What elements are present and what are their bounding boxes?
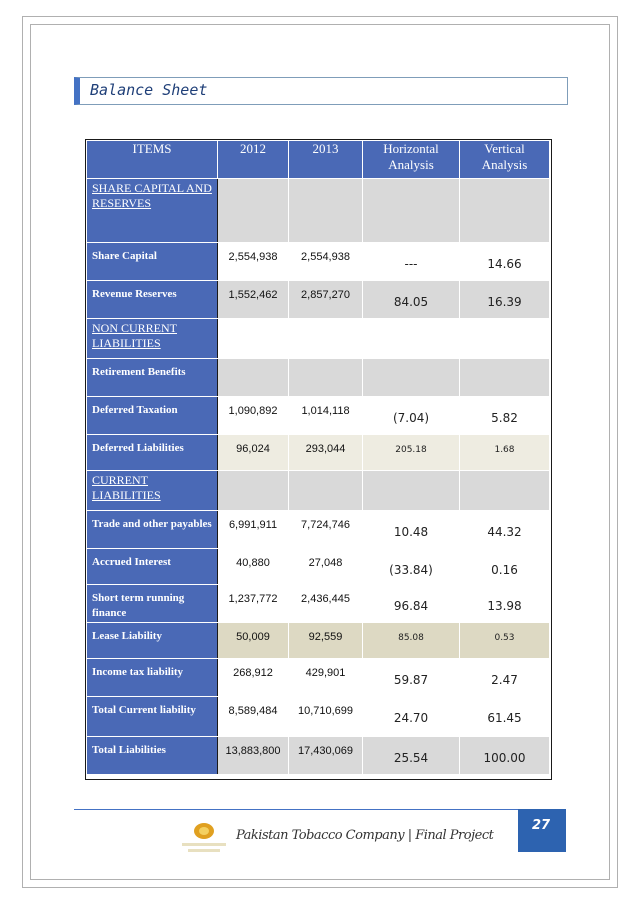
horizontal-analysis-value: 59.87 (363, 659, 460, 697)
table-row (87, 549, 550, 585)
value-2013: 2,436,445 (289, 585, 363, 623)
header-items: ITEMS (87, 141, 218, 179)
vertical-analysis-value: 16.39 (460, 281, 550, 319)
value-2013 (289, 471, 363, 511)
value-2012 (218, 319, 289, 359)
value-2012: 96,024 (218, 435, 289, 471)
horizontal-analysis-value: --- (363, 243, 460, 281)
item-label: Deferred Taxation (87, 397, 218, 435)
horizontal-analysis-value: (7.04) (363, 397, 460, 435)
value-2013: 27,048 (289, 549, 363, 585)
horizontal-analysis-value: 96.84 (363, 585, 460, 623)
table-row (87, 471, 550, 511)
footer-divider (74, 809, 566, 810)
table-row (87, 397, 550, 435)
value-2012 (218, 471, 289, 511)
table-row (87, 243, 550, 281)
horizontal-analysis-value: 85.08 (363, 623, 460, 659)
horizontal-analysis-value: 24.70 (363, 697, 460, 737)
vertical-analysis-value (460, 179, 550, 243)
horizontal-analysis-value: 10.48 (363, 511, 460, 549)
item-label: Income tax liability (87, 659, 218, 697)
table-row (87, 179, 550, 243)
value-2013: 293,044 (289, 435, 363, 471)
table-row (87, 585, 550, 623)
vertical-analysis-value: 5.82 (460, 397, 550, 435)
vertical-analysis-value: 14.66 (460, 243, 550, 281)
value-2013: 7,724,746 (289, 511, 363, 549)
item-label: Lease Liability (87, 623, 218, 659)
value-2012: 1,552,462 (218, 281, 289, 319)
vertical-analysis-value (460, 319, 550, 359)
table-row (87, 359, 550, 397)
company-logo (180, 822, 228, 856)
section-label: CURRENT LIABILITIES (87, 471, 218, 511)
table-row (87, 697, 550, 737)
value-2012: 6,991,911 (218, 511, 289, 549)
vertical-analysis-value (460, 359, 550, 397)
item-label: Share Capital (87, 243, 218, 281)
value-2012: 13,883,800 (218, 737, 289, 775)
horizontal-analysis-value: (33.84) (363, 549, 460, 585)
horizontal-analysis-value (363, 319, 460, 359)
header-2013: 2013 (289, 141, 363, 179)
value-2013: 10,710,699 (289, 697, 363, 737)
value-2012: 268,912 (218, 659, 289, 697)
page-number: 27 (532, 818, 551, 833)
footer-text: Pakistan Tobacco Company | Final Project (236, 828, 494, 843)
value-2013: 92,559 (289, 623, 363, 659)
table-row (87, 319, 550, 359)
item-label: Short term running finance (87, 585, 218, 623)
section-title: Balance Sheet (90, 81, 208, 99)
header-horizontal-analysis: Horizontal Analysis (363, 141, 460, 179)
page-number-box (518, 809, 566, 852)
horizontal-analysis-value: 205.18 (363, 435, 460, 471)
item-label: Retirement Benefits (87, 359, 218, 397)
vertical-analysis-value: 100.00 (460, 737, 550, 775)
vertical-analysis-value: 2.47 (460, 659, 550, 697)
horizontal-analysis-value (363, 471, 460, 511)
value-2013 (289, 359, 363, 397)
table-row (87, 281, 550, 319)
value-2012: 1,237,772 (218, 585, 289, 623)
table-row (87, 659, 550, 697)
vertical-analysis-value: 13.98 (460, 585, 550, 623)
item-label: Total Liabilities (87, 737, 218, 775)
table-row (87, 737, 550, 775)
item-label: Accrued Interest (87, 549, 218, 585)
value-2013: 1,014,118 (289, 397, 363, 435)
table-row (87, 623, 550, 659)
header-2012: 2012 (218, 141, 289, 179)
horizontal-analysis-value (363, 359, 460, 397)
horizontal-analysis-value (363, 179, 460, 243)
table-row (87, 511, 550, 549)
value-2012: 8,589,484 (218, 697, 289, 737)
item-label: Deferred Liabilities (87, 435, 218, 471)
value-2013: 17,430,069 (289, 737, 363, 775)
horizontal-analysis-value: 25.54 (363, 737, 460, 775)
value-2012 (218, 179, 289, 243)
value-2012: 1,090,892 (218, 397, 289, 435)
item-label: Total Current liability (87, 697, 218, 737)
vertical-analysis-value (460, 471, 550, 511)
section-label: NON CURRENT LIABILITIES (87, 319, 218, 359)
table-row (87, 435, 550, 471)
value-2013 (289, 179, 363, 243)
vertical-analysis-value: 1.68 (460, 435, 550, 471)
section-heading (74, 77, 568, 105)
section-label: SHARE CAPITAL AND RESERVES (87, 179, 218, 243)
vertical-analysis-value: 44.32 (460, 511, 550, 549)
value-2013 (289, 319, 363, 359)
value-2012: 50,009 (218, 623, 289, 659)
value-2013: 429,901 (289, 659, 363, 697)
value-2012: 40,880 (218, 549, 289, 585)
vertical-analysis-value: 0.16 (460, 549, 550, 585)
header-vertical-analysis: Vertical Analysis (460, 141, 550, 179)
balance-sheet-table (86, 140, 550, 775)
horizontal-analysis-value: 84.05 (363, 281, 460, 319)
value-2012: 2,554,938 (218, 243, 289, 281)
value-2012 (218, 359, 289, 397)
value-2013: 2,554,938 (289, 243, 363, 281)
value-2013: 2,857,270 (289, 281, 363, 319)
vertical-analysis-value: 61.45 (460, 697, 550, 737)
vertical-analysis-value: 0.53 (460, 623, 550, 659)
item-label: Trade and other payables (87, 511, 218, 549)
item-label: Revenue Reserves (87, 281, 218, 319)
